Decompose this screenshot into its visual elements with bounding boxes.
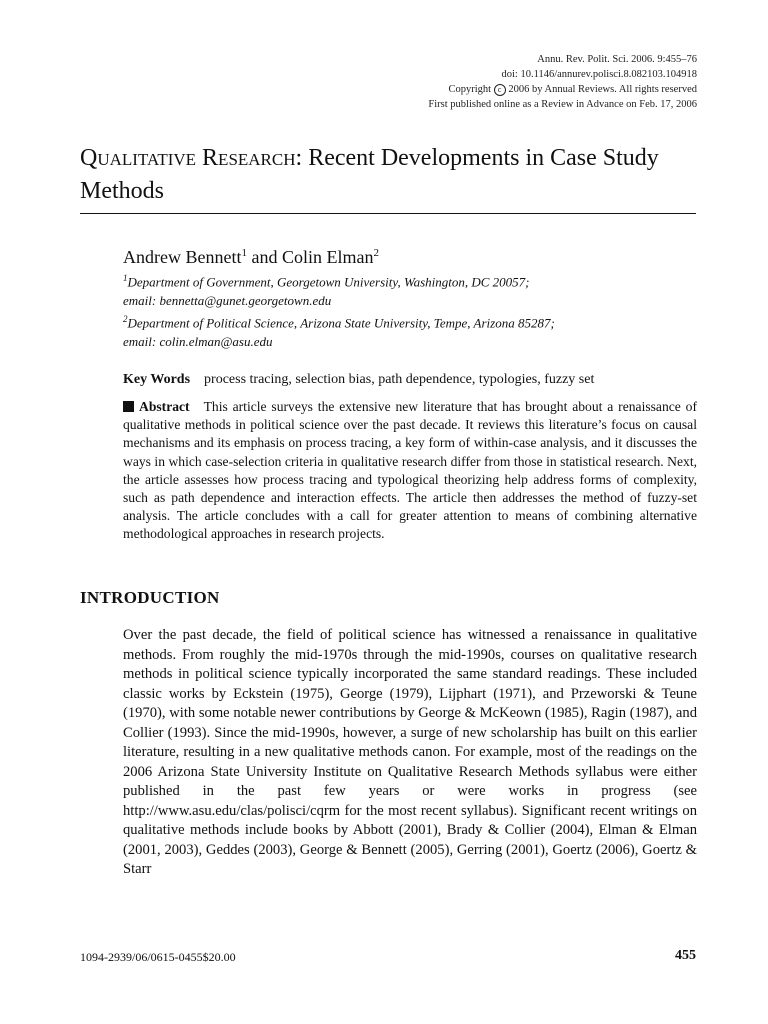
author-block bbox=[123, 241, 703, 352]
author-1-marker: 1 bbox=[241, 247, 247, 259]
article-title bbox=[80, 142, 700, 208]
author-2: Colin Elman bbox=[281, 247, 374, 267]
author-1: Andrew Bennett bbox=[123, 247, 242, 267]
first-published-line: First published online as a Review in Advance on Feb. 17, 2006 bbox=[428, 99, 697, 110]
title-rest: Recent Developments in Case Study Methods bbox=[80, 145, 659, 204]
key-words bbox=[123, 371, 703, 389]
author-conjunction: and bbox=[246, 247, 282, 267]
affiliation-1 bbox=[123, 269, 703, 292]
affiliation-1-marker: 1 bbox=[123, 273, 128, 283]
key-words-text: process tracing, selection bias, path dependence, typologies, fuzzy set bbox=[204, 372, 595, 387]
affiliation-2 bbox=[123, 310, 703, 333]
copyright-text: 2006 by Annual Reviews. All rights reserved bbox=[508, 84, 697, 95]
copyright-line bbox=[428, 82, 697, 97]
section-heading: INTRODUCTION bbox=[80, 588, 220, 607]
email-1: email: bennetta@gunet.georgetown.edu bbox=[123, 292, 332, 308]
publication-info bbox=[428, 52, 697, 112]
author-2-marker: 2 bbox=[373, 247, 379, 259]
key-words-label: Key Words bbox=[123, 372, 191, 387]
email-2: email: colin.elman@asu.edu bbox=[123, 334, 273, 350]
affiliation-1-text: Department of Government, Georgetown University, Washington, DC 20057; bbox=[127, 274, 530, 290]
copyright-icon: c bbox=[494, 84, 506, 96]
copyright-prefix: Copyright bbox=[448, 84, 492, 95]
abstract-text: This article surveys the extensive new literature that has brought about a renaissance of qualitative methods in political science over the past decade. It reviews this literature’s focus on causal mechanisms and its emphasis on process tracing, a key form of within-case analysis, and it discusses the ways in which case-selection criteria in qualitative research differ from those in statistical research. Next, the article assesses how process tracing and typological theorizing help address forms of complexity, such as path dependence and interaction effects. The article then addresses the method of fuzzy-set analysis. The article concludes with a call for greater attention to means of combining alternative methodological approaches in research projects. bbox=[123, 399, 697, 542]
title-smallcaps: Qualitative Research: bbox=[80, 145, 303, 171]
abstract-label: Abstract bbox=[139, 399, 190, 414]
affiliation-2-marker: 2 bbox=[123, 314, 128, 325]
page-number: 455 bbox=[675, 948, 696, 963]
title-divider bbox=[80, 213, 696, 214]
abstract bbox=[123, 398, 697, 544]
intro-paragraph: Over the past decade, the field of political science has witnessed a renaissance in qualitative methods. From roughly the mid-1970s through the mid-1990s, courses on qualitative research methods in political science typically incorporated the same standard readings. These included classic works by Eckstein (1975), George (1979), Lijphart (1971), and Przeworski & Teune (1970), with some notable newer contributions by George & McKeown (1985), Ragin (1987), and Collier (1993). Since the mid-1990s, however, a surge of new scholarship has built on this earlier literature, resulting in a new qualitative methods canon. For example, most of the readings on the 2006 Arizona State University Institute on Qualitative Research Methods syllabus were either published in the past few years or were works in progress (see http://www.asu.edu/clas/polisci/cqrm for the most recent syllabus). Significant recent writings on qualitative methods include books by Abbott (2001), Brady & Collier (2004), Elman & Elman (2001, 2003), Geddes (2003), George & Bennett (2005), Gerring (2001), Goertz (2006), Goertz & Starr bbox=[123, 627, 697, 877]
author-names bbox=[123, 241, 703, 269]
square-bullet-icon bbox=[123, 401, 134, 412]
doi-line: doi: 10.1146/annurev.polisci.8.082103.104918 bbox=[501, 69, 697, 80]
footer-code: 1094-2939/06/0615-0455$20.00 bbox=[80, 950, 236, 964]
citation-line: Annu. Rev. Polit. Sci. 2006. 9:455–76 bbox=[537, 54, 697, 65]
affiliation-2-text: Department of Political Science, Arizona State University, Tempe, Arizona 85287; bbox=[127, 315, 555, 331]
